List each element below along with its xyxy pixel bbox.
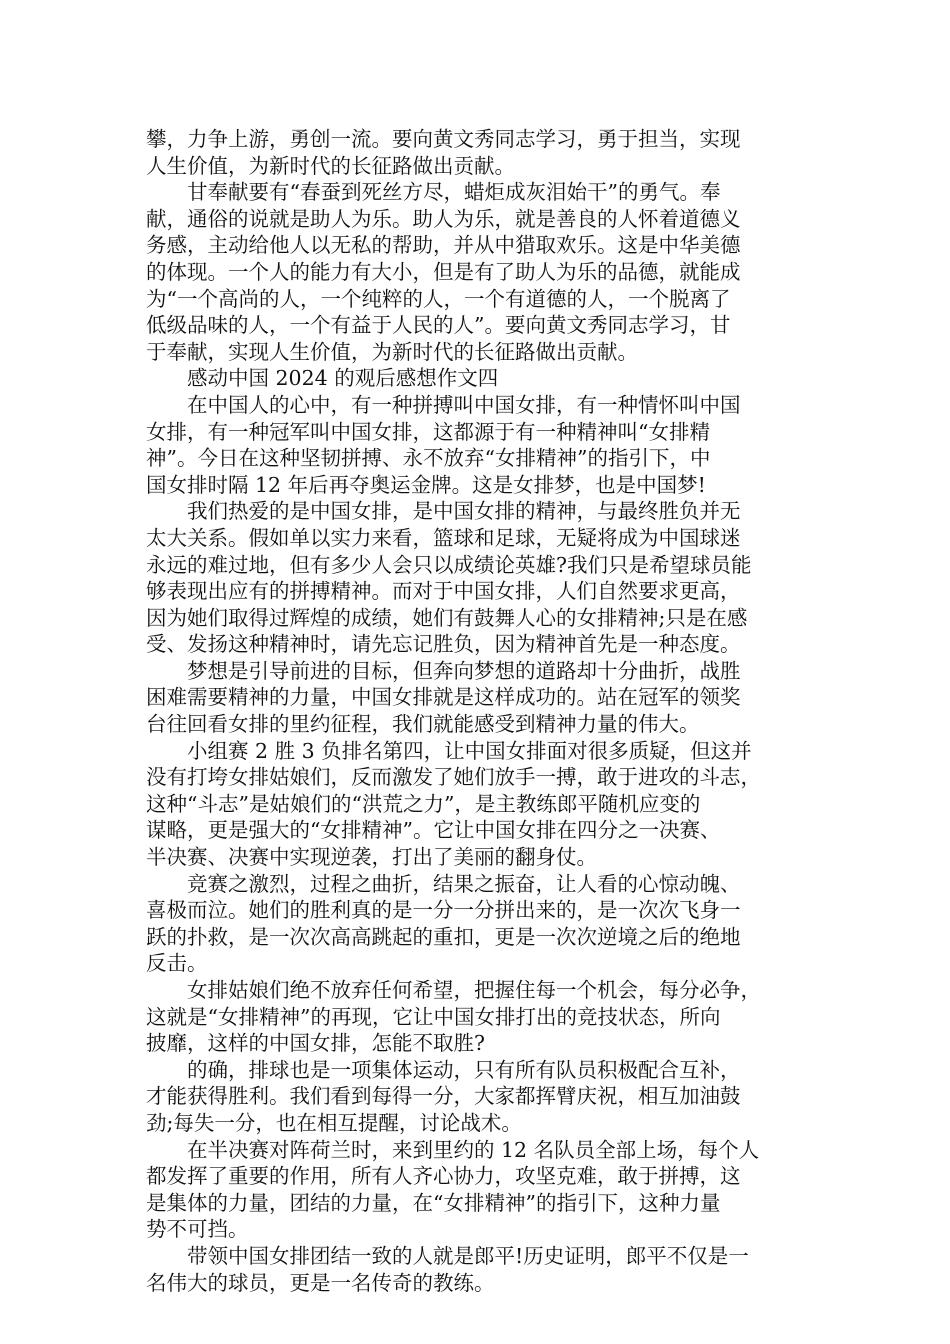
text-line: 都发挥了重要的作用，所有人齐心协力，攻坚克难，敢于拼搏，这 <box>146 1164 741 1189</box>
text-line: 攀，力争上游，勇创一流。要向黄文秀同志学习，勇于担当，实现 <box>146 127 741 151</box>
text-line: 喜极而泣。她们的胜利真的是一分一分拼出来的，是一次次飞身一 <box>146 898 741 923</box>
text-line: 小组赛 2 胜 3 负排名第四，让中国女排面对很多质疑，但这并 <box>187 738 752 763</box>
text-line: 名伟大的球员，更是一名传奇的教练。 <box>146 1270 495 1295</box>
paragraph <box>146 871 810 977</box>
text-line: 劲;每失一分，也在相互提醒，讨论战术。 <box>146 1110 522 1135</box>
text-line: 国女排时隔 12 年后再夺奥运金牌。这是女排梦，也是中国梦! <box>146 472 706 497</box>
text-line: 谋略，更是强大的“女排精神”。它让中国女排在四分之一决赛、 <box>146 818 721 843</box>
text-line: 献，通俗的说就是助人为乐。助人为乐，就是善良的人怀着道德义 <box>146 206 741 231</box>
text-line: 于奉献，实现人生价值，为新时代的长征路做出贡献。 <box>146 339 638 364</box>
text-line: 女排姑娘们绝不放弃任何希望，把握住每一个机会，每分必争， <box>187 978 761 1002</box>
text-line: 困难需要精神的力量，中国女排就是这样成功的。站在冠军的领奖 <box>146 685 741 710</box>
text-line: 半决赛、决赛中实现逆袭，打出了美丽的翻身仗。 <box>146 845 597 870</box>
text-line: 势不可挡。 <box>146 1217 249 1242</box>
text-line: 神”。今日在这种坚韧拼搏、永不放弃“女排精神”的指引下，中 <box>146 446 711 471</box>
paragraph <box>146 658 810 738</box>
text-line: 的体现。一个人的能力有大小，但是有了助人为乐的品德，就能成 <box>146 259 741 284</box>
text-line: 在中国人的心中，有一种拼搏叫中国女排，有一种情怀叫中国 <box>187 392 741 417</box>
paragraph <box>146 392 810 498</box>
text-line: 反击。 <box>146 951 208 976</box>
text-line: 我们热爱的是中国女排，是中国女排的精神，与最终胜负并无 <box>187 499 741 524</box>
text-line: 女排，有一种冠军叫中国女排，这都源于有一种精神叫“女排精 <box>146 419 710 444</box>
text-line: 没有打垮女排姑娘们，反而激发了她们放手一搏，敢于进攻的斗志， <box>146 765 761 790</box>
text-line: 太大关系。假如单以实力来看，篮球和足球，无疑将成为中国球迷 <box>146 525 741 550</box>
text-line: 这就是“女排精神”的再现，它让中国女排打出的竞技状态，所向 <box>146 1004 721 1029</box>
text-line: 带领中国女排团结一致的人就是郎平!历史证明，郎平不仅是一 <box>187 1243 749 1268</box>
text-line: 受、发扬这种精神时，请先忘记胜负，因为精神首先是一种态度。 <box>146 632 741 657</box>
document-page <box>146 126 810 1296</box>
paragraph <box>146 126 810 179</box>
text-line: 为“一个高尚的人，一个纯粹的人，一个有道德的人，一个脱离了 <box>146 286 731 311</box>
text-line: 这种“斗志”是姑娘们的“洪荒之力”，是主教练郎平随机应变的 <box>146 791 701 816</box>
paragraph <box>146 498 810 658</box>
text-line: 披靡，这样的中国女排，怎能不取胜? <box>146 1031 485 1056</box>
text-line: 够表现出应有的拼搏精神。而对于中国女排，人们自然要求更高， <box>146 579 741 604</box>
text-line: 低级品味的人，一个有益于人民的人”。要向黄文秀同志学习，甘 <box>146 313 731 338</box>
text-line: 因为她们取得过辉煌的成绩，她们有鼓舞人心的女排精神;只是在感 <box>146 605 748 630</box>
paragraph <box>146 1243 810 1296</box>
section-heading <box>146 365 810 392</box>
text-line: 竞赛之激烈，过程之曲折，结果之振奋，让人看的心惊动魄、 <box>187 871 741 896</box>
text-line: 人生价值，为新时代的长征路做出贡献。 <box>146 153 515 178</box>
paragraph <box>146 1137 810 1243</box>
text-line: 台往回看女排的里约征程，我们就能感受到精神力量的伟大。 <box>146 712 700 737</box>
text-line: 永远的难过地，但有多少人会只以成绩论英雄?我们只是希望球员能 <box>146 552 752 577</box>
text-line: 的确，排球也是一项集体运动，只有所有队员积极配合互补， <box>187 1057 741 1082</box>
paragraph <box>146 738 810 871</box>
text-line: 才能获得胜利。我们看到每得一分，大家都挥臂庆祝，相互加油鼓 <box>146 1084 741 1109</box>
text-line: 梦想是引导前进的目标，但奔向梦想的道路却十分曲折，战胜 <box>187 658 741 683</box>
text-line: 在半决赛对阵荷兰时，来到里约的 12 名队员全部上场，每个人 <box>187 1137 760 1162</box>
text-line: 跃的扑救，是一次次高高跳起的重扣，更是一次次逆境之后的绝地 <box>146 924 741 949</box>
paragraph <box>146 977 810 1057</box>
paragraph <box>146 179 810 365</box>
text-line: 务感，主动给他人以无私的帮助，并从中猎取欢乐。这是中华美德 <box>146 233 741 258</box>
paragraph <box>146 1057 810 1137</box>
text-line: 是集体的力量，团结的力量，在“女排精神”的指引下，这种力量 <box>146 1190 721 1215</box>
text-line: 甘奉献要有“春蚕到死丝方尽，蜡炬成灰泪始干”的勇气。奉 <box>187 180 721 205</box>
text-line: 感动中国 2024 的观后感想作文四 <box>187 366 499 391</box>
